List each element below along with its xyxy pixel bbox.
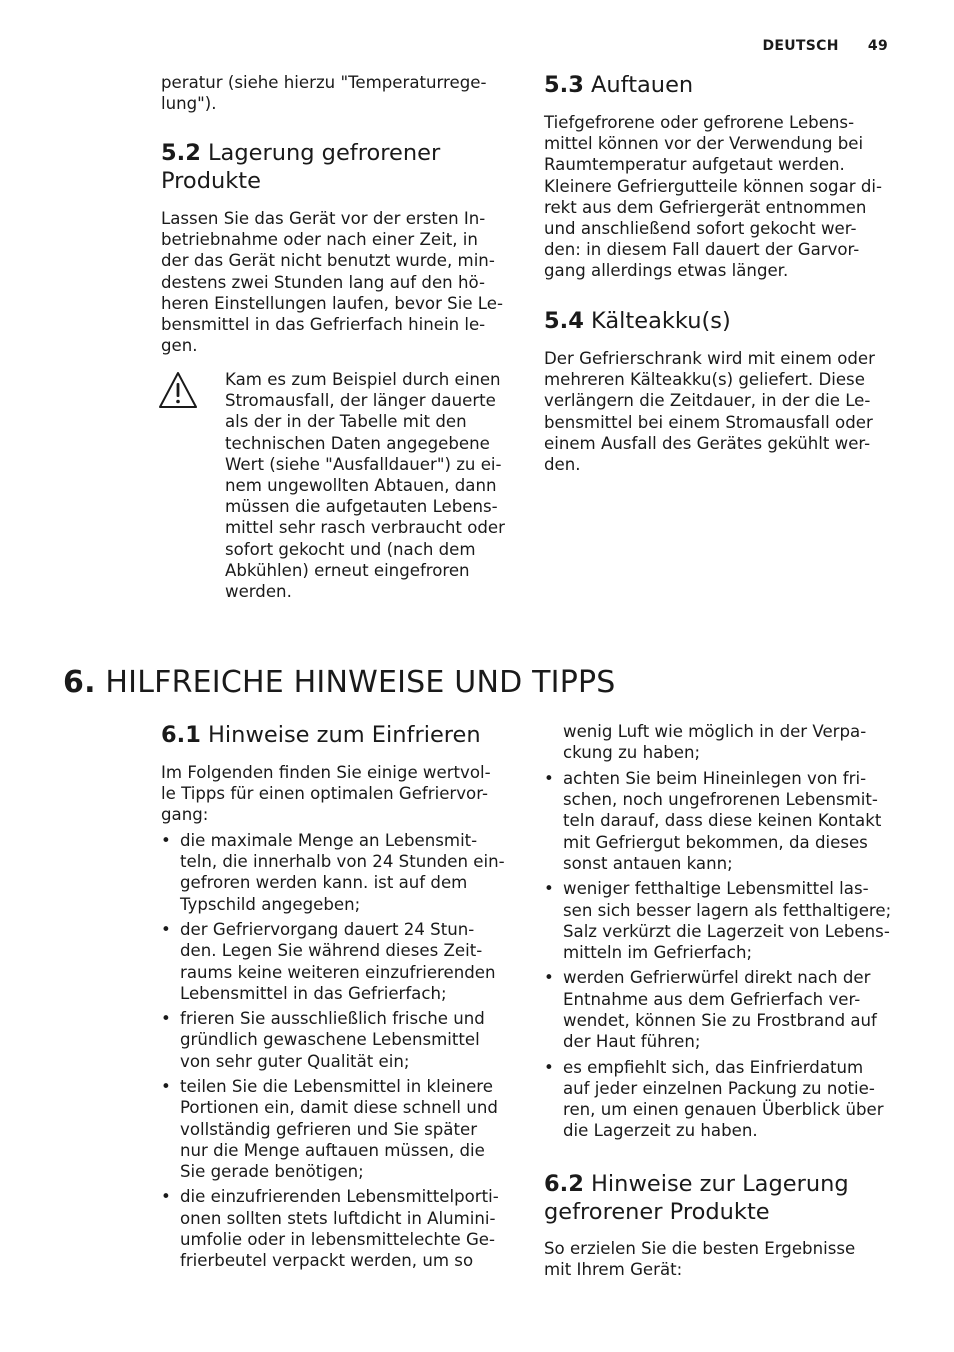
section-title: Hinweise zum Einfrieren — [208, 722, 481, 748]
continuation-text-top — [161, 72, 521, 114]
section-number: 5.3 — [544, 72, 584, 98]
list-item: • die maximale Menge an Lebensmit- teln, die innerhalb von 24 Stunden ein- gefroren werden kann. ist auf dem Typschild angegeben; — [161, 830, 523, 915]
section-6-2-heading — [544, 1170, 904, 1226]
chapter-6-heading — [63, 665, 883, 701]
section-number: 5.2 — [161, 140, 201, 166]
warning-paragraph: Kam es zum Beispiel durch einen Stromausfall, der länger dauerte als der in der Tabelle mit den technischen Daten angegebene Wert (siehe "Ausfalldauer") zu ei- nem ungewollten Abtauen, dann müssen die aufgetauten Lebens- mittel sehr rasch verbraucht oder sofort gekocht und (nach dem Abkühlen) erneut eingefroren werden. — [225, 370, 505, 602]
list-item: • achten Sie beim Hineinlegen von fri- schen, noch ungefrorenen Lebensmit- teln darauf, dass diese keinen Kontakt mit Gefriergut bekommen, da dieses sonst antauen kann; — [544, 768, 908, 874]
header-language: DEUTSCH — [762, 38, 839, 54]
section-5-2-body — [161, 208, 521, 356]
warning-text — [225, 369, 525, 602]
list-continuation-text: wenig Luft wie möglich in der Verpa- ckung zu haben; — [563, 722, 867, 763]
section-5-4-paragraph: Der Gefrierschrank wird mit einem oder mehreren Kälteakku(s) geliefert. Diese verlängern die Zeitdauer, in der die Le- bensmittel bei einem Stromausfall oder einem Ausfall des Gerätes gekühlt wer- den. — [544, 349, 875, 475]
list-item: • teilen Sie die Lebensmittel in kleinere Portionen ein, damit diese schnell und vollständig gefrieren und Sie später nur die Menge auftauen müssen, die Sie gerade benötigen; — [161, 1076, 523, 1182]
list-continuation — [563, 721, 908, 763]
section-6-1-intro — [161, 762, 521, 826]
list-item: • weniger fetthaltige Lebensmittel las- sen sich besser lagern als fetthaltigere; Salz verkürzt die Lagerzeit von Lebens- mitteln im Gefrierfach; — [544, 878, 908, 963]
section-6-1-intro-paragraph: Im Folgenden finden Sie einige wertvol- le Tipps für einen optimalen Gefriervor- gang: — [161, 763, 491, 825]
section-5-3-paragraph: Tiefgefrorene oder gefrorene Lebens- mittel können vor der Verwendung bei Raumtemperatur aufgetaut werden. Kleinere Gefriergutteile können sogar di- rekt aus dem Gefriergerät entnommen und anschließend sofort gekocht wer- den: in diesem Fall dauert der Garvor- gang allerdings etwas länger. — [544, 113, 882, 281]
section-5-3-heading — [544, 71, 904, 99]
freezing-tips-list-left — [161, 830, 523, 1276]
chapter-number: 6. — [63, 665, 96, 700]
list-item: • frieren Sie ausschließlich frische und gründlich gewaschene Lebensmittel von sehr guter Qualität ein; — [161, 1008, 523, 1072]
section-title: Lagerung gefrorener Produkte — [161, 140, 441, 194]
list-item: • die einzufrierenden Lebensmittelporti- onen sollten stets luftdicht in Alumini- umfolie oder in lebensmittelechte Ge- frierbeutel verpackt werden, um so — [161, 1186, 523, 1271]
page-number: 49 — [867, 38, 888, 54]
section-5-3-body — [544, 112, 904, 282]
section-title: Kälteakku(s) — [591, 308, 731, 334]
section-5-2-paragraph: Lassen Sie das Gerät vor der ersten In- betriebnahme oder nach einer Zeit, in der das Gerät nicht benutzt wurde, min- destens zwei Stunden lang auf den hö- heren Einstellungen laufen, bevor Sie Le- bensmittel in das Gefrierfach hinein le- gen. — [161, 209, 503, 356]
list-item: • werden Gefrierwürfel direkt nach der Entnahme aus dem Gefrierfach ver- wendet, können Sie zu Frostbrand auf der Haut führen; — [544, 967, 908, 1052]
section-5-2-heading — [161, 139, 521, 195]
list-item: • der Gefriervorgang dauert 24 Stun- den. Legen Sie während dieses Zeit- raums keine weiteren einzufrierenden Lebensmittel in das Gefrierfach; — [161, 919, 523, 1004]
section-number: 6.1 — [161, 722, 201, 748]
section-number: 6.2 — [544, 1171, 584, 1197]
section-number: 5.4 — [544, 308, 584, 334]
section-6-2-body — [544, 1238, 904, 1280]
warning-triangle-icon — [157, 370, 199, 414]
section-6-1-heading — [161, 721, 521, 749]
continuation-paragraph: peratur (siehe hierzu "Temperaturrege- lung"). — [161, 73, 487, 114]
section-5-4-body — [544, 348, 904, 475]
section-title: Auftauen — [591, 72, 694, 98]
section-5-4-heading — [544, 307, 904, 335]
section-6-2-paragraph: So erzielen Sie die besten Ergebnisse mit Ihrem Gerät: — [544, 1239, 856, 1280]
section-title: Hinweise zur Lagerung gefrorener Produkte — [544, 1171, 849, 1225]
page-header — [762, 38, 888, 54]
list-item: • es empfiehlt sich, das Einfrierdatum auf jeder einzelnen Packung zu notie- ren, um einen genauen Überblick über die Lagerzeit zu haben. — [544, 1057, 908, 1142]
chapter-title: HILFREICHE HINWEISE UND TIPPS — [105, 665, 616, 700]
freezing-tips-list-right — [544, 768, 908, 1146]
